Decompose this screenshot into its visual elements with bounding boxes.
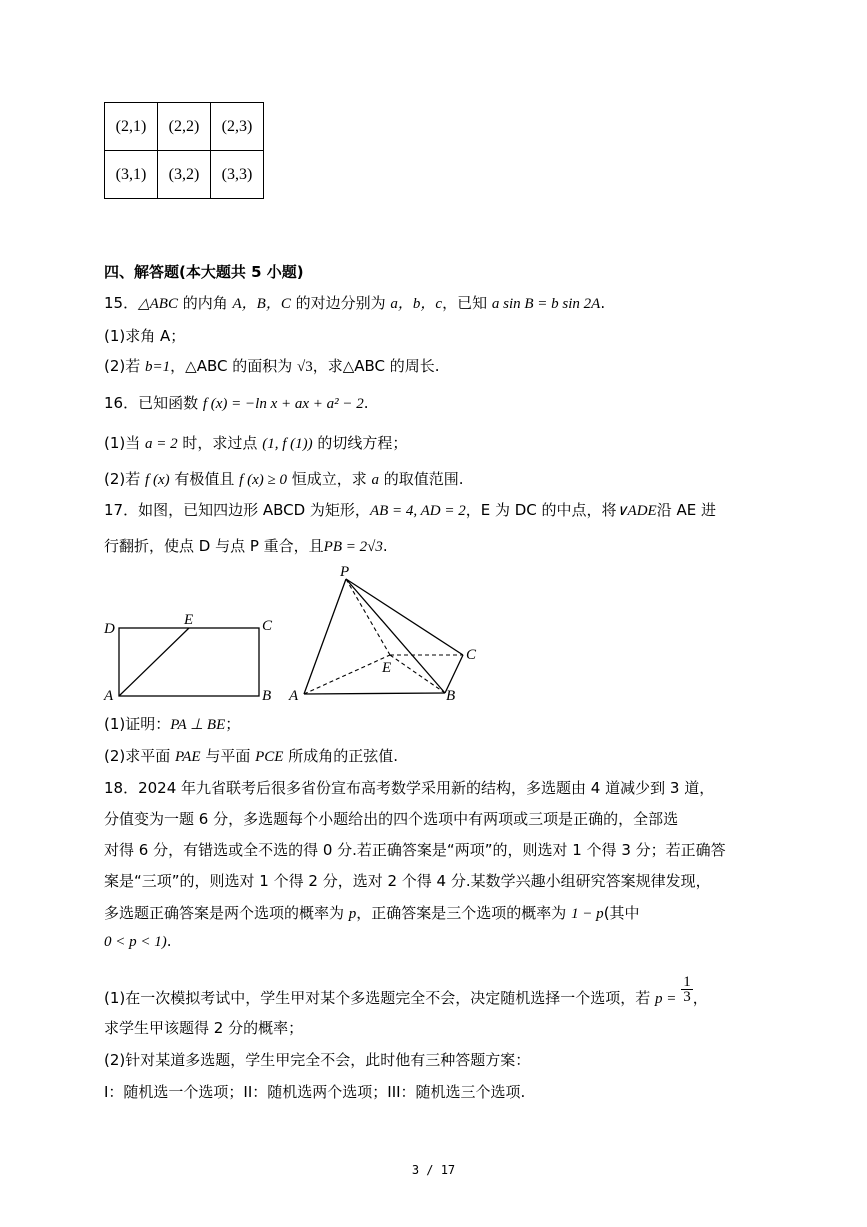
text: 的取值范围. xyxy=(379,470,464,488)
text: 沿 AE 进 xyxy=(656,501,716,519)
text: . xyxy=(166,932,172,950)
text: ，正确答案是三个选项的概率为 xyxy=(356,904,572,922)
text: 的对边分别为 xyxy=(290,294,391,312)
text: 与平面 xyxy=(200,747,256,765)
q18-part1 xyxy=(104,974,708,1009)
q16-a-value: a = 2 xyxy=(145,436,178,452)
label-a: A xyxy=(104,688,114,704)
q17-lengths: AB = 4, AD = 2 xyxy=(369,503,466,519)
text: ，求△ABC 的周长. xyxy=(312,357,440,375)
fraction-numerator: 1 xyxy=(683,974,691,990)
q15-triangle: △ABC xyxy=(138,296,178,312)
text: 所成角的正弦值. xyxy=(283,747,399,765)
label-c2: C xyxy=(466,647,477,663)
q17-stem-line2 xyxy=(104,536,388,557)
q15-part1: (1)求角 A； xyxy=(104,327,186,345)
text: . xyxy=(363,394,369,412)
text: ； xyxy=(225,715,241,733)
label-a2: A xyxy=(289,688,299,704)
q15-stem xyxy=(104,293,605,314)
table-cell: (2,1) xyxy=(105,103,158,151)
label-d: D xyxy=(104,621,115,637)
q18-part2: (2)针对某道多选题，学生甲完全不会，此时他有三种答题方案： xyxy=(104,1051,531,1069)
q18-p-eq: p = xyxy=(655,991,677,1007)
label-b: B xyxy=(262,688,272,704)
q18-part1-line2: 求学生甲该题得 2 分的概率； xyxy=(104,1019,304,1037)
text: (2)求平面 xyxy=(104,747,176,765)
q15-angles: A，B，C xyxy=(232,296,291,312)
q16-stem xyxy=(104,393,369,414)
text: 的内角 xyxy=(177,294,233,312)
text: 有极值且 xyxy=(169,470,240,488)
q18-line3: 对得 6 分，有错选或全不选的得 0 分.若正确答案是“两项”的，则选对 1 个得 3 分；若正确答 xyxy=(104,841,726,859)
label-e2: E xyxy=(382,660,392,676)
q15-number: 15． xyxy=(104,294,139,312)
text: (其中 xyxy=(603,904,640,922)
table-row xyxy=(105,103,264,151)
q15-b-value: b=1 xyxy=(145,359,171,375)
edge-pb xyxy=(346,579,445,693)
page-number: 3 / 17 xyxy=(411,1163,456,1177)
text: 恒成立，求 xyxy=(286,470,372,488)
q18-line4: 案是“三项”的，则选对 1 个得 2 分，选对 2 个得 4 分.某数学兴趣小组研究答案规律发现， xyxy=(104,872,711,890)
text: 16．已知函数 xyxy=(104,394,203,412)
q18-line1: 18．2024 年九省联考后很多省份宣布高考数学采用新的结构，多选题由 4 道减少到 3 道， xyxy=(104,779,715,797)
q16-point: (1, f (1)) xyxy=(262,436,313,452)
q15-equation: a sin B = b sin 2A xyxy=(491,296,601,312)
text: 多选题正确答案是两个选项的概率为 xyxy=(104,904,349,922)
q17-part2 xyxy=(104,746,398,767)
q18-options: I：随机选一个选项；II：随机选两个选项；III：随机选三个选项. xyxy=(104,1083,526,1101)
text: (2)若 xyxy=(104,470,146,488)
text: (1)在一次模拟考试中，学生甲对某个多选题完全不会，决定随机选择一个选项，若 xyxy=(104,989,656,1007)
text: 时，求过点 xyxy=(177,434,263,452)
q17-plane-pae: PAE xyxy=(175,749,201,765)
edge-pc xyxy=(346,579,463,655)
table-cell: (2,3) xyxy=(211,103,264,151)
text: (2)若 xyxy=(104,357,146,375)
rectangle-figure xyxy=(98,604,284,704)
q15-sides: a，b，c xyxy=(390,296,443,312)
text: ，△ABC 的面积为 xyxy=(170,357,297,375)
q17-triangle: ∨ADE xyxy=(616,503,657,519)
q17-part1 xyxy=(104,714,240,735)
table-cell: (3,1) xyxy=(105,151,158,199)
edge-pe-hidden xyxy=(346,579,390,655)
label-e: E xyxy=(184,612,194,628)
rectangle-abcd xyxy=(119,628,259,696)
segment-ae xyxy=(119,628,189,696)
q18-one-minus-p: 1 − p xyxy=(571,906,604,922)
fraction-one-third xyxy=(681,975,693,1004)
text: . xyxy=(382,537,388,555)
edge-pa xyxy=(304,579,346,694)
text: . xyxy=(600,294,606,312)
text: 的切线方程； xyxy=(312,434,408,452)
text: (1)证明： xyxy=(104,715,171,733)
q15-area-value: √3 xyxy=(297,359,313,375)
fraction-denominator: 3 xyxy=(683,989,691,1005)
text: ， xyxy=(692,989,708,1007)
label-c: C xyxy=(262,618,273,634)
text: ，已知 xyxy=(442,294,492,312)
q16-condition: f (x) ≥ 0 xyxy=(239,472,287,488)
text: 17．如图，已知四边形 ABCD 为矩形， xyxy=(104,501,370,519)
q18-line6 xyxy=(104,931,172,952)
q17-plane-pce: PCE xyxy=(255,749,284,765)
q18-p: p xyxy=(348,906,357,922)
q17-perp: PA ⊥ BE xyxy=(170,717,226,733)
table-row xyxy=(105,151,264,199)
edge-ab xyxy=(304,693,445,694)
label-p: P xyxy=(340,564,350,580)
text: 行翻折，使点 D 与点 P 重合，且 xyxy=(104,537,324,555)
table-cell: (3,2) xyxy=(158,151,211,199)
q16-function: f (x) = −ln x + ax + a² − 2 xyxy=(202,396,364,412)
edge-ae-hidden xyxy=(304,655,390,694)
q18-line2: 分值变为一题 6 分，多选题每个小题给出的四个选项中有两项或三项是正确的，全部选 xyxy=(104,810,679,828)
text: (1)当 xyxy=(104,434,146,452)
label-b2: B xyxy=(446,688,456,704)
q16-part1 xyxy=(104,433,407,454)
q16-a: a xyxy=(371,472,380,488)
q16-fx: f (x) xyxy=(145,472,170,488)
q18-line5 xyxy=(104,903,640,924)
q16-part2 xyxy=(104,469,464,490)
text: ，E 为 DC 的中点，将 xyxy=(465,501,617,519)
table-cell: (3,3) xyxy=(211,151,264,199)
pairs-table xyxy=(104,102,264,199)
q17-stem-line1 xyxy=(104,500,716,521)
q17-pb: PB = 2√3 xyxy=(323,539,383,555)
table-cell: (2,2) xyxy=(158,103,211,151)
q18-p-range: 0 < p < 1) xyxy=(104,934,167,950)
pyramid-figure xyxy=(286,562,486,707)
section-heading: 四、解答题(本大题共 5 小题) xyxy=(104,263,304,281)
q15-part2 xyxy=(104,356,440,377)
